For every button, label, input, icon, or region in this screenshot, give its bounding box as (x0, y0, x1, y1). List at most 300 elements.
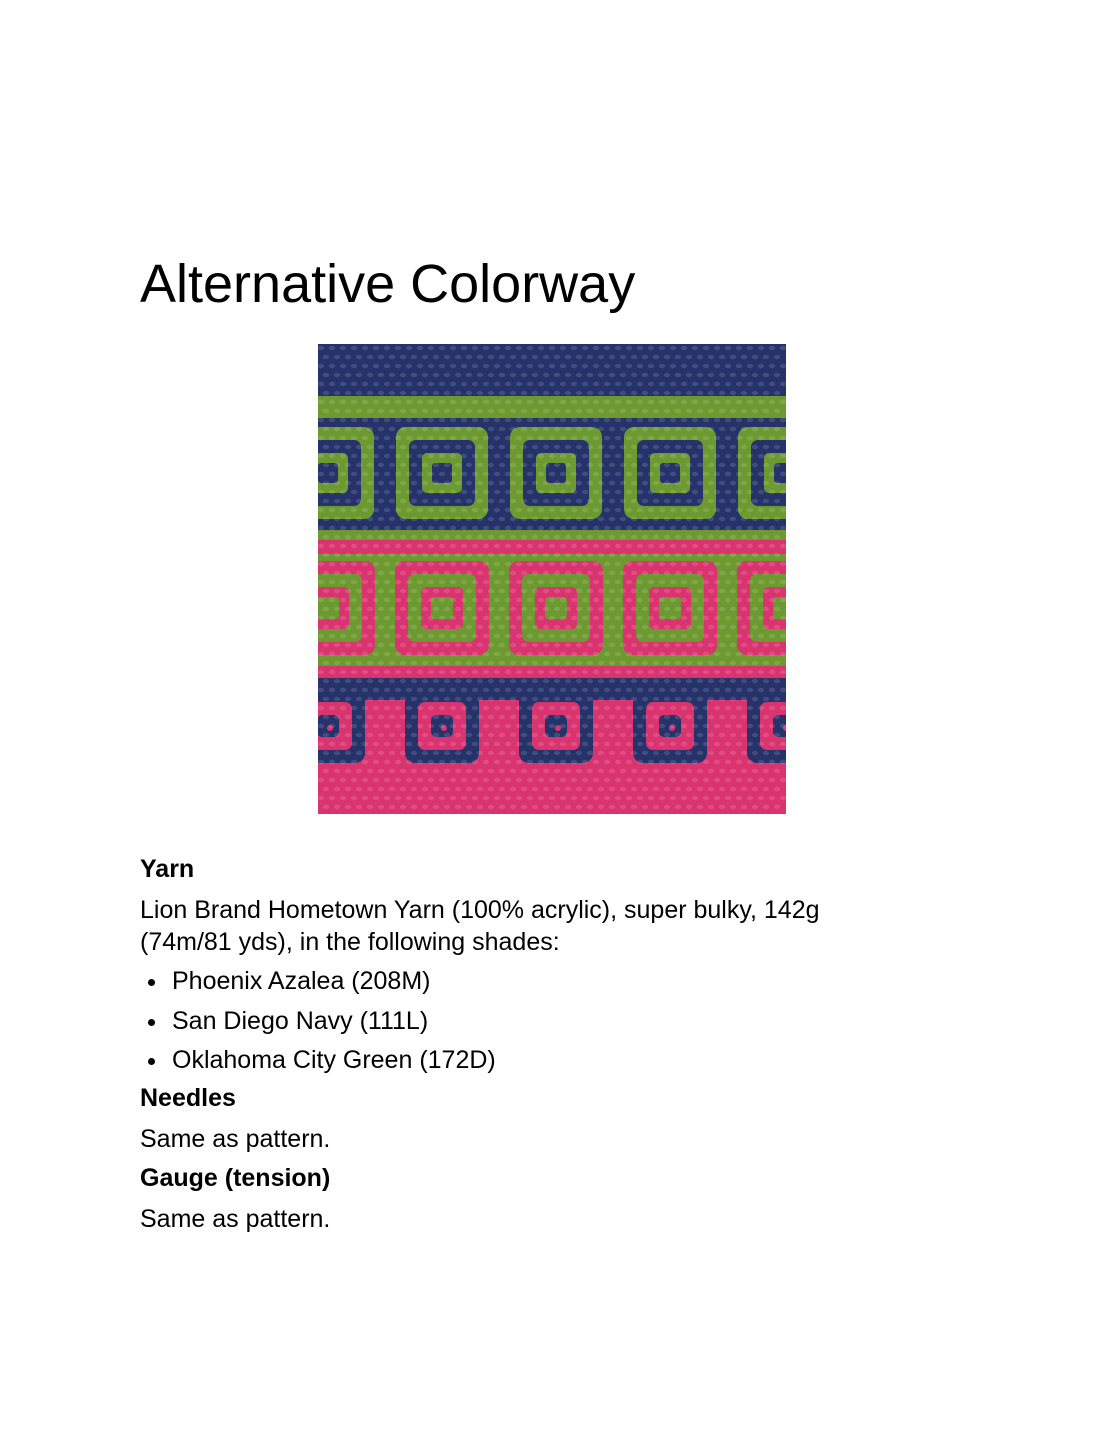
swatch-stitch (527, 778, 533, 782)
swatch-stitch (664, 409, 670, 413)
swatch-stitch (505, 706, 511, 710)
swatch-stitch (477, 463, 483, 467)
swatch-stitch (516, 400, 522, 404)
swatch-stitch (516, 670, 522, 674)
swatch-stitch (587, 607, 593, 611)
swatch-stitch (609, 787, 615, 791)
swatch-stitch (400, 355, 406, 359)
swatch-stitch (736, 508, 742, 512)
swatch-stitch (587, 787, 593, 791)
swatch-stitch (538, 508, 544, 512)
swatch-stitch (763, 625, 769, 629)
swatch-stitch (488, 517, 494, 521)
swatch-stitch (774, 643, 780, 647)
swatch-stitch (769, 346, 775, 350)
swatch-stitch (576, 607, 582, 611)
swatch-stitch (582, 652, 588, 656)
swatch-stitch (472, 346, 478, 350)
swatch-stitch (422, 697, 428, 701)
swatch-stitch (747, 670, 753, 674)
swatch-stitch (384, 652, 390, 656)
swatch-stitch (411, 571, 417, 575)
swatch-stitch (373, 472, 379, 476)
swatch-stitch (664, 391, 670, 395)
swatch-stitch (708, 643, 714, 647)
swatch-stitch (505, 670, 511, 674)
swatch-stitch (681, 544, 687, 548)
swatch-stitch (472, 508, 478, 512)
swatch-stitch (505, 760, 511, 764)
swatch-stitch (362, 364, 368, 368)
swatch-stitch (395, 526, 401, 530)
swatch-stitch (389, 535, 395, 539)
swatch-stitch (565, 409, 571, 413)
swatch-stitch (593, 544, 599, 548)
swatch-stitch (730, 697, 736, 701)
swatch-stitch (356, 787, 362, 791)
swatch-stitch (631, 535, 637, 539)
swatch-stitch (604, 490, 610, 494)
swatch-stitch (521, 697, 527, 701)
swatch-stitch (747, 418, 753, 422)
swatch-stitch (598, 535, 604, 539)
swatch-stitch (505, 796, 511, 800)
swatch-stitch (384, 526, 390, 530)
swatch-stitch (571, 382, 577, 386)
swatch-stitch (620, 481, 626, 485)
swatch-stitch (356, 625, 362, 629)
swatch-stitch (587, 373, 593, 377)
swatch-stitch (521, 679, 527, 683)
swatch-stitch (395, 652, 401, 656)
swatch-stitch (730, 787, 736, 791)
swatch-stitch (609, 481, 615, 485)
swatch-stitch (510, 607, 516, 611)
swatch-stitch (488, 355, 494, 359)
swatch-stitch (340, 688, 346, 692)
swatch-stitch (681, 616, 687, 620)
swatch-stitch (697, 571, 703, 575)
swatch-stitch (653, 643, 659, 647)
swatch-stitch (708, 661, 714, 665)
swatch-stitch (598, 517, 604, 521)
swatch-stitch (417, 598, 423, 602)
swatch-stitch (560, 706, 566, 710)
swatch-stitch (736, 616, 742, 620)
swatch-stitch (543, 769, 549, 773)
swatch-stitch (384, 778, 390, 782)
swatch-stripe (318, 396, 786, 418)
swatch-stitch (400, 409, 406, 413)
swatch-stitch (549, 436, 555, 440)
swatch-stitch (675, 625, 681, 629)
swatch-stitch (675, 787, 681, 791)
swatch-stitch (675, 643, 681, 647)
swatch-stitch (362, 688, 368, 692)
swatch-stitch (576, 427, 582, 431)
swatch-stitch (587, 427, 593, 431)
swatch-stitch (653, 463, 659, 467)
swatch-stitch (450, 364, 456, 368)
swatch-stitch (642, 535, 648, 539)
swatch-stitch (488, 445, 494, 449)
swatch-stitch (532, 625, 538, 629)
swatch-stitch (334, 373, 340, 377)
swatch-stitch (538, 688, 544, 692)
swatch-stitch (664, 517, 670, 521)
swatch-stitch (604, 454, 610, 458)
swatch-stitch (648, 634, 654, 638)
swatch-stitch (670, 634, 676, 638)
swatch-stitch (450, 400, 456, 404)
swatch-stitch (367, 481, 373, 485)
swatch-stitch (323, 715, 329, 719)
swatch-stitch (565, 481, 571, 485)
swatch-stitch (395, 760, 401, 764)
swatch-stitch (670, 778, 676, 782)
swatch-stitch (631, 571, 637, 575)
swatch-stitch (318, 472, 324, 476)
swatch-stitch (637, 778, 643, 782)
swatch-stitch (395, 688, 401, 692)
swatch-stitch (697, 697, 703, 701)
swatch-stitch (686, 769, 692, 773)
swatch-stitch (362, 742, 368, 746)
swatch-stitch (345, 373, 351, 377)
swatch-stitch (593, 346, 599, 350)
swatch-stitch (703, 616, 709, 620)
swatch-stitch (582, 364, 588, 368)
swatch-stitch (549, 490, 555, 494)
swatch-stitch (340, 760, 346, 764)
swatch-stitch (450, 778, 456, 782)
swatch-stitch (356, 733, 362, 737)
swatch-stitch (367, 373, 373, 377)
swatch-stitch (318, 742, 324, 746)
swatch-stitch (329, 436, 335, 440)
swatch-stitch (736, 454, 742, 458)
swatch-stitch (703, 418, 709, 422)
swatch-stitch (450, 634, 456, 638)
swatch-stitch (763, 733, 769, 737)
swatch-stitch (466, 553, 472, 557)
swatch-stitch (538, 634, 544, 638)
swatch-stitch (681, 472, 687, 476)
swatch-stitch (659, 364, 665, 368)
swatch-stitch (587, 697, 593, 701)
swatch-stitch (681, 760, 687, 764)
swatch-stitch (532, 517, 538, 521)
swatch-stitch (620, 571, 626, 575)
swatch-stitch (637, 472, 643, 476)
swatch-stitch (642, 355, 648, 359)
swatch-stitch (752, 661, 758, 665)
swatch-stitch (730, 625, 736, 629)
swatch-stitch (637, 544, 643, 548)
swatch-stitch (631, 805, 637, 809)
swatch-stitch (659, 652, 665, 656)
swatch-stitch (769, 742, 775, 746)
swatch-stitch (730, 571, 736, 575)
swatch-stitch (560, 796, 566, 800)
swatch-stitch (367, 733, 373, 737)
swatch-stitch (725, 544, 731, 548)
swatch-stitch (714, 580, 720, 584)
swatch-stitch (642, 679, 648, 683)
swatch-stitch (466, 391, 472, 395)
swatch-stitch (439, 634, 445, 638)
swatch-stitch (340, 418, 346, 422)
swatch-stitch (664, 715, 670, 719)
swatch-stitch (703, 472, 709, 476)
swatch-stitch (444, 733, 450, 737)
swatch-stitch (340, 796, 346, 800)
swatch-stitch (554, 607, 560, 611)
swatch-stitch (604, 616, 610, 620)
swatch-stitch (422, 571, 428, 575)
swatch-stitch (615, 364, 621, 368)
swatch-stitch (697, 517, 703, 521)
swatch-stitch (455, 373, 461, 377)
swatch-stitch (367, 661, 373, 665)
swatch-stitch (329, 400, 335, 404)
swatch-stitch (620, 409, 626, 413)
swatch-stitch (329, 472, 335, 476)
swatch-stitch (571, 346, 577, 350)
swatch-stitch (620, 517, 626, 521)
swatch-stitch (615, 580, 621, 584)
swatch-stitch (406, 526, 412, 530)
swatch-stitch (378, 355, 384, 359)
swatch-stitch (697, 733, 703, 737)
swatch-stitch (318, 688, 324, 692)
swatch-stitch (439, 400, 445, 404)
swatch-stitch (543, 805, 549, 809)
swatch-stitch (670, 688, 676, 692)
swatch-stitch (774, 499, 780, 503)
swatch-stitch (554, 589, 560, 593)
swatch-stitch (708, 463, 714, 467)
swatch-stitch (345, 409, 351, 413)
swatch-stitch (763, 409, 769, 413)
swatch-stitch (417, 544, 423, 548)
swatch-stitch (450, 544, 456, 548)
swatch-stitch (686, 715, 692, 719)
swatch-stitch (334, 571, 340, 575)
swatch-stitch (516, 382, 522, 386)
swatch-stitch (560, 742, 566, 746)
swatch-stitch (681, 742, 687, 746)
swatch-stitch (763, 661, 769, 665)
swatch-stitch (411, 679, 417, 683)
swatch-stitch (455, 481, 461, 485)
swatch-stitch (373, 580, 379, 584)
swatch-stitch (565, 733, 571, 737)
swatch-stitch (543, 481, 549, 485)
swatch-stitch (565, 463, 571, 467)
swatch-stitch (433, 571, 439, 575)
swatch-stitch (653, 679, 659, 683)
swatch-stitch (461, 508, 467, 512)
swatch-stitch (736, 760, 742, 764)
swatch-stitch (532, 391, 538, 395)
swatch-stitch (554, 769, 560, 773)
swatch-stitch (604, 706, 610, 710)
swatch-stitch (323, 751, 329, 755)
swatch-stitch (318, 796, 324, 800)
swatch-stitch (395, 382, 401, 386)
swatch-stitch (373, 742, 379, 746)
swatch-stitch (488, 697, 494, 701)
swatch-stitch (648, 688, 654, 692)
swatch-stitch (752, 625, 758, 629)
swatch-stitch (774, 553, 780, 557)
swatch-stitch (428, 796, 434, 800)
swatch-stitch (334, 697, 340, 701)
swatch-stitch (477, 427, 483, 431)
swatch-stitch (747, 724, 753, 728)
swatch-stitch (450, 490, 456, 494)
swatch-stitch (417, 688, 423, 692)
swatch-stitch (736, 652, 742, 656)
swatch-stitch (571, 796, 577, 800)
swatch-stitch (356, 409, 362, 413)
swatch-stitch (593, 526, 599, 530)
swatch-stitch (527, 652, 533, 656)
swatch-stitch (373, 634, 379, 638)
swatch-stitch (664, 733, 670, 737)
swatch-stitch (543, 679, 549, 683)
swatch-stitch (659, 490, 665, 494)
swatch-stitch (747, 598, 753, 602)
swatch-stitch (637, 724, 643, 728)
swatch-stitch (774, 445, 780, 449)
swatch-stitch (329, 490, 335, 494)
swatch-stitch (499, 661, 505, 665)
swatch-stitch (758, 364, 764, 368)
swatch-stitch (510, 787, 516, 791)
swatch-stitch (692, 346, 698, 350)
swatch-stitch (582, 796, 588, 800)
swatch-stitch (510, 571, 516, 575)
swatch-stitch (384, 706, 390, 710)
swatch-stitch (736, 796, 742, 800)
swatch-stitch (466, 769, 472, 773)
swatch-stitch (692, 580, 698, 584)
swatch-stitch (560, 580, 566, 584)
swatch-stitch (681, 364, 687, 368)
swatch-stitch (439, 706, 445, 710)
swatch-stitch (450, 454, 456, 458)
swatch-stitch (626, 796, 632, 800)
swatch-stitch (780, 742, 786, 746)
swatch-stitch (499, 769, 505, 773)
swatch-stitch (747, 580, 753, 584)
swatch-stitch (576, 535, 582, 539)
swatch-stitch (708, 481, 714, 485)
swatch-stitch (714, 364, 720, 368)
swatch-stitch (692, 598, 698, 602)
swatch-stitch (675, 553, 681, 557)
swatch-stitch (450, 472, 456, 476)
swatch-stitch (527, 796, 533, 800)
swatch-stitch (598, 769, 604, 773)
swatch-stitch (664, 445, 670, 449)
swatch-stitch (692, 472, 698, 476)
swatch-stitch (384, 724, 390, 728)
swatch-stitch (593, 490, 599, 494)
swatch-stitch (466, 481, 472, 485)
swatch-stitch (428, 346, 434, 350)
swatch-stitch (758, 598, 764, 602)
swatch-stitch (367, 355, 373, 359)
swatch-stitch (422, 751, 428, 755)
swatch-stitch (774, 787, 780, 791)
swatch-stitch (620, 535, 626, 539)
swatch-stitch (477, 589, 483, 593)
swatch-stitch (725, 616, 731, 620)
swatch-stitch (714, 436, 720, 440)
swatch-stitch (675, 445, 681, 449)
swatch-stitch (725, 634, 731, 638)
swatch-stitch (428, 526, 434, 530)
swatch-stitch (428, 742, 434, 746)
swatch-stitch (400, 805, 406, 809)
swatch-stitch (609, 391, 615, 395)
swatch-stitch (543, 553, 549, 557)
swatch-stitch (521, 409, 527, 413)
swatch-stitch (400, 679, 406, 683)
swatch-stitch (428, 580, 434, 584)
swatch-stitch (433, 787, 439, 791)
swatch-stitch (406, 598, 412, 602)
swatch-stitch (417, 778, 423, 782)
swatch-stitch (554, 661, 560, 665)
swatch-stitch (406, 472, 412, 476)
swatch-stitch (703, 562, 709, 566)
swatch-stitch (373, 382, 379, 386)
swatch-stitch (703, 508, 709, 512)
swatch-stitch (730, 427, 736, 431)
swatch-stitch (609, 589, 615, 593)
swatch-stitch (576, 355, 582, 359)
swatch-stitch (532, 445, 538, 449)
swatch-stitch (400, 607, 406, 611)
swatch-stitch (620, 589, 626, 593)
swatch-stitch (455, 607, 461, 611)
swatch-stitch (560, 688, 566, 692)
swatch-stitch (428, 364, 434, 368)
swatch-stitch (631, 391, 637, 395)
swatch-stitch (483, 526, 489, 530)
swatch-stitch (670, 346, 676, 350)
swatch-stitch (362, 526, 368, 530)
swatch-stitch (752, 643, 758, 647)
swatch-stitch (323, 481, 329, 485)
swatch-stitch (615, 670, 621, 674)
swatch-stitch (708, 499, 714, 503)
swatch-stitch (367, 589, 373, 593)
swatch-stitch (582, 670, 588, 674)
swatch-stitch (582, 562, 588, 566)
swatch-stitch (439, 544, 445, 548)
swatch-stitch (384, 382, 390, 386)
swatch-stitch (483, 364, 489, 368)
swatch-stitch (653, 373, 659, 377)
swatch-stitch (543, 517, 549, 521)
swatch-stitch (642, 715, 648, 719)
swatch-stitch (637, 508, 643, 512)
